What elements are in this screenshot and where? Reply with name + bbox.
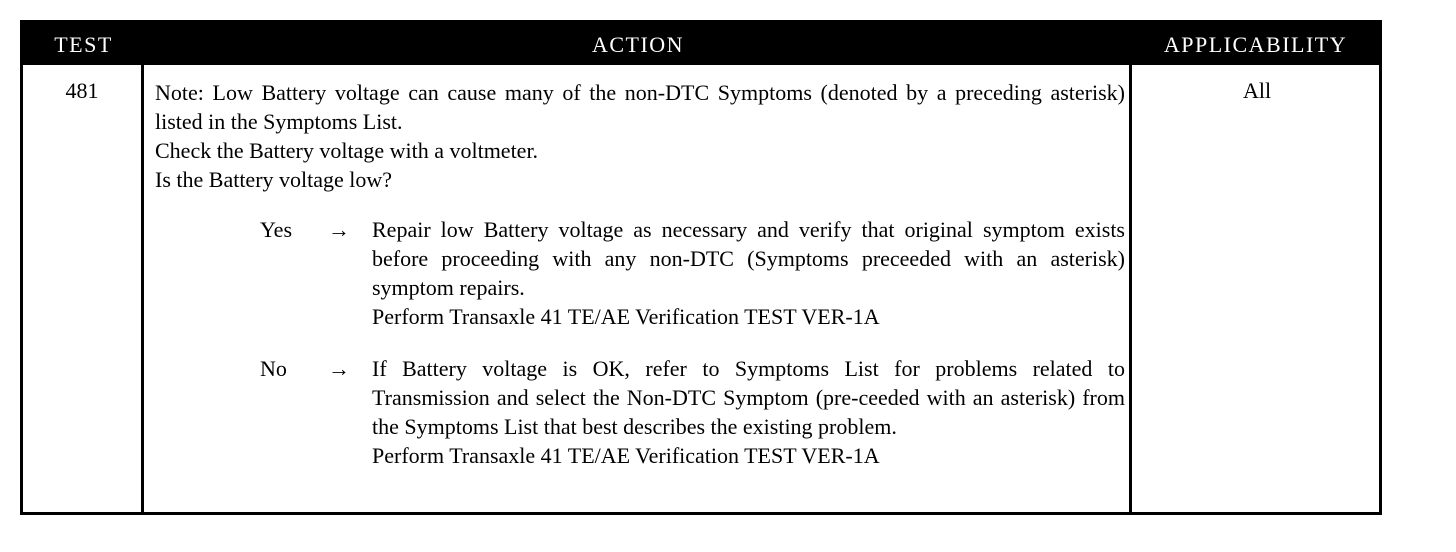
header-applicability: APPLICABILITY xyxy=(1163,32,1348,57)
no-arrow-icon: → xyxy=(328,356,350,381)
applicability-value: All xyxy=(1242,78,1272,103)
table-header xyxy=(23,23,1379,65)
yes-label: Yes xyxy=(260,217,293,242)
no-label: No xyxy=(260,356,287,381)
column-divider-action xyxy=(1129,65,1132,512)
yes-arrow-icon: → xyxy=(328,217,350,242)
action-question: Is the Battery voltage low? xyxy=(155,167,393,192)
yes-text: Repair low Battery voltage as necessary and verify that original symptom exists before proceeding with any non-DTC (Symptoms preceeded with an asterisk) symptom repairs. xyxy=(372,217,1125,300)
header-test: TEST xyxy=(54,32,113,57)
diagnostic-table xyxy=(20,20,1382,515)
test-number: 481 xyxy=(65,78,99,103)
no-text-block xyxy=(372,354,1125,470)
action-note: Note: Low Battery voltage can cause many of the non-DTC Symptoms (denoted by a preceding asterisk) listed in the Symptoms List. xyxy=(155,80,1125,134)
yes-perform: Perform Transaxle 41 TE/AE Verification TEST VER-1A xyxy=(372,304,880,329)
yes-text-block xyxy=(372,215,1125,331)
action-instruction: Check the Battery voltage with a voltmeter. xyxy=(155,138,539,163)
no-text: If Battery voltage is OK, refer to Symptoms List for problems related to Transmission and select the Non-DTC Symptom (pre-ceeded with an asterisk) from the Symptoms List that best describes the existing problem. xyxy=(372,356,1125,439)
header-action: ACTION xyxy=(591,32,685,57)
no-perform: Perform Transaxle 41 TE/AE Verification TEST VER-1A xyxy=(372,443,880,468)
action-cell xyxy=(155,78,1125,468)
column-divider-test xyxy=(141,65,144,512)
